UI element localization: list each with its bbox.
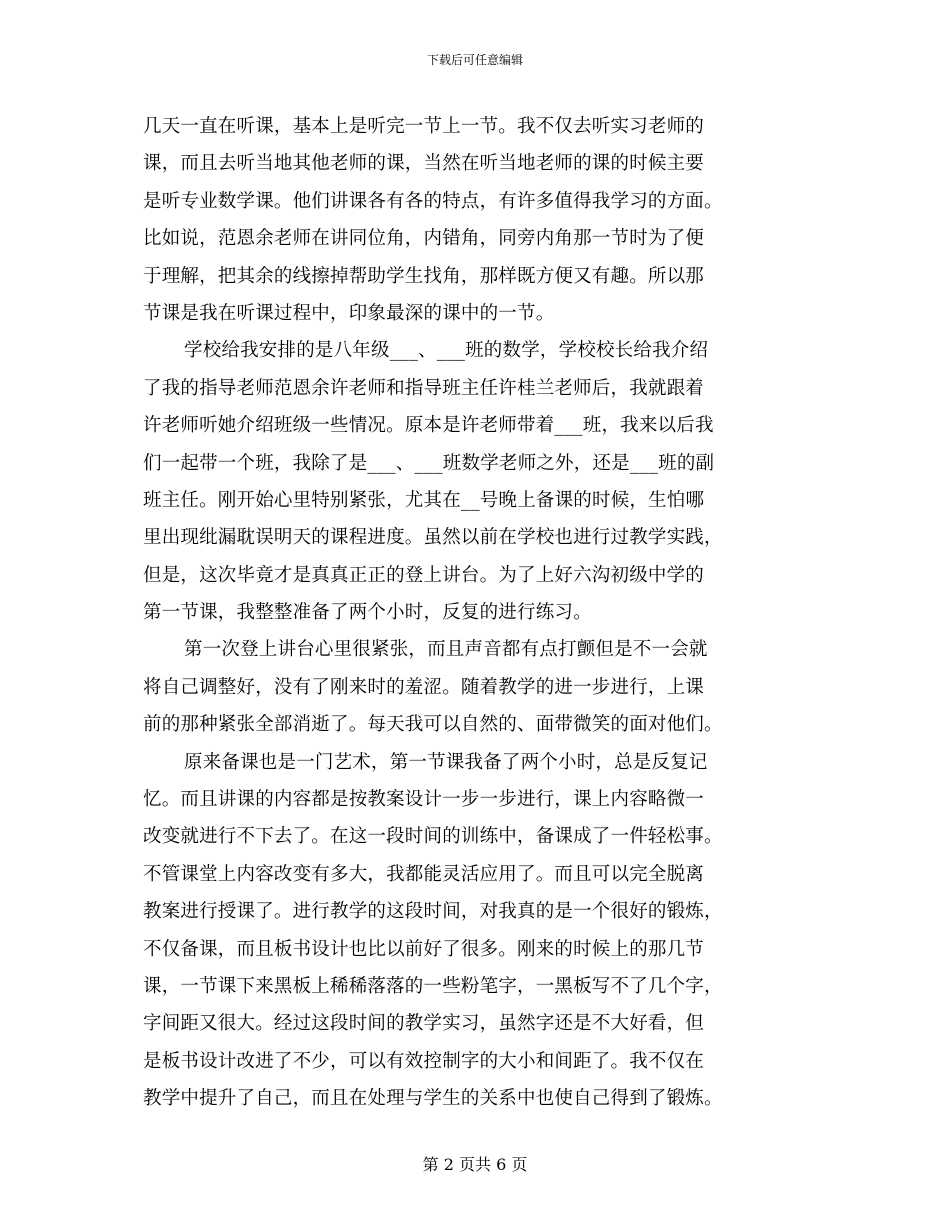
text-line: 不管课堂上内容改变有多大，我都能灵活应用了。而且可以完全脱离 (143, 863, 705, 885)
text-line: 但是，这次毕竟才是真真正正的登上讲台。为了上好六沟初级中学的 (143, 564, 705, 586)
text-line: 不仅备课，而且板书设计也比以前好了很多。刚来的时候上的那几节 (143, 938, 705, 960)
paragraph-1 (143, 108, 809, 332)
text-line: 原来备课也是一门艺术，第一节课我备了两个小时，总是反复记 (184, 751, 708, 773)
text-line: 改变就进行不下去了。在这一段时间的训练中，备课成了一件轻松事。 (143, 826, 723, 848)
text-line: 班主任。刚开始心里特别紧张，尤其在__号晚上备课的时候，生怕哪 (143, 489, 705, 511)
text-line: 将自己调整好，没有了刚来时的羞涩。随着教学的进一步进行，上课 (143, 676, 705, 698)
text-line: 节课是我在听课过程中，印象最深的课中的一节。 (143, 302, 555, 324)
page-header: 下载后可任意编辑 (426, 53, 523, 67)
page-number: 第 2 页共 6 页 (422, 1155, 528, 1174)
text-line: 第一节课，我整整准备了两个小时，反复的进行练习。 (143, 602, 592, 624)
text-line: 教案进行授课了。进行教学的这段时间，对我真的是一个很好的锻炼， (143, 901, 723, 923)
text-line: 几天一直在听课，基本上是听完一节上一节。我不仅去听实习老师的 (143, 116, 705, 137)
text-line: 学校给我安排的是八年级___、___班的数学，学校校长给我介绍 (184, 340, 709, 362)
text-line: 课，而且去听当地其他老师的课，当然在听当地老师的课的时候主要 (143, 153, 705, 175)
text-line: 忆。而且讲课的内容都是按教案设计一步一步进行，课上内容略微一 (143, 789, 705, 811)
text-line: 许老师听她介绍班级一些情况。原本是许老师带着___班，我来以后我 (143, 415, 714, 437)
text-line: 们一起带一个班，我除了是___、___班数学老师之外，还是___班的副 (143, 452, 715, 474)
text-line: 第一次登上讲台心里很紧张，而且声音都有点打颤但是不一会就 (184, 639, 708, 661)
text-line: 字间距又很大。经过这段时间的教学实习，虽然字还是不大好看，但 (143, 1013, 705, 1035)
text-line: 是听专业数学课。他们讲课各有各的特点，有许多值得我学习的方面。 (143, 190, 723, 212)
paragraph-2 (143, 332, 809, 631)
text-line: 比如说，范恩余老师在讲同位角，内错角，同旁内角那一节时为了便 (143, 228, 705, 250)
document-body (143, 108, 809, 1118)
text-line: 教学中提升了自己，而且在处理与学生的关系中也使自己得到了锻炼。 (143, 1088, 723, 1110)
text-line: 是板书设计改进了不少，可以有效控制字的大小和间距了。我不仅在 (143, 1050, 705, 1072)
text-line: 了我的指导老师范恩余许老师和指导班主任许桂兰老师后，我就跟着 (143, 377, 705, 399)
paragraph-4 (143, 744, 809, 1118)
text-line: 课，一节课下来黑板上稀稀落落的一些粉笔字，一黑板写不了几个字， (143, 975, 723, 997)
text-line: 前的那种紧张全部消逝了。每天我可以自然的、面带微笑的面对他们。 (143, 714, 723, 736)
paragraph-3 (143, 631, 809, 743)
text-line: 于理解，把其余的线擦掉帮助学生找角，那样既方便又有趣。所以那 (143, 265, 705, 287)
text-line: 里出现纰漏耽误明天的课程进度。虽然以前在学校也进行过教学实践， (143, 527, 723, 549)
